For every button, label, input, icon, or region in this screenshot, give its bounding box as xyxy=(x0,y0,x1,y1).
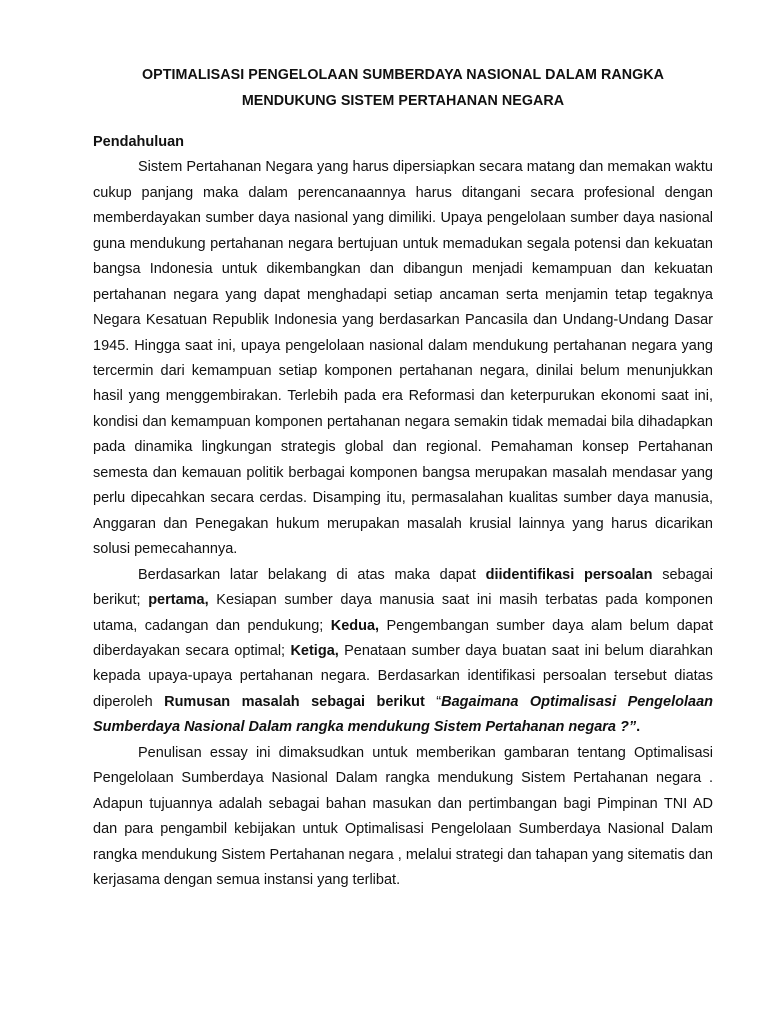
paragraph-1: Sistem Pertahanan Negara yang harus dipersiapkan secara matang dan memakan waktu cukup panjang maka dalam perencanaannya harus ditangani secara profesional dengan memberdayakan sumber daya nasional yang dimiliki. Upaya pengelolaan sumber daya nasional guna mendukung pertahanan negara bertujuan untuk memadukan segala potensi dan kekuatan bangsa Indonesia untuk dikembangkan dan dibangun menjadi kemampuan dan kekuatan pertahanan negara yang dapat menghadapi setiap ancaman serta menjamin tetap tegaknya Negara Kesatuan Republik Indonesia yang berdasarkan Pancasila dan Undang-Undang Dasar 1945. Hingga saat ini, upaya pengelolaan nasional dalam mendukung pertahanan negara yang tercermin dari kemampuan setiap komponen pertahanan negara, dinilai belum menunjukkan hasil yang menggembirakan. Terlebih pada era Reformasi dan keterpurukan ekonomi saat ini, kondisi dan kemampuan komponen pertahanan negara semakin tidak memadai bila dihadapkan pada dinamika lingkungan strategis global dan regional. Pemahaman konsep Pertahanan semesta dan kemauan politik berbagai komponen bangsa merupakan masalah mendasar yang perlu dipecahkan secara cerdas. Disamping itu, permasalahan kualitas sumber daya manusia, Anggaran dan Penegakan hukum merupakan masalah krusial lainnya yang harus dicarikan solusi pemecahannya. xyxy=(93,159,713,558)
p2-text-6: “ xyxy=(424,693,442,710)
p2-text-2: sebagai berikut; xyxy=(93,566,713,609)
title-line-1: OPTIMALISASI PENGELOLAAN SUMBERDAYA NASIONAL DALAM RANGKA xyxy=(141,67,665,83)
title-line-2: MENDUKUNG SISTEM PERTAHANAN NEGARA xyxy=(241,93,565,109)
p2-bold-rumusan: Rumusan masalah sebagai berikut xyxy=(164,693,425,710)
p2-question-italic: Bagaimana Optimalisasi Pengelolaan Sumberdaya Nasional Dalam rangka mendukung Sistem Pertahanan negara ?” xyxy=(93,693,713,736)
p2-bold-period: . xyxy=(636,719,641,736)
document-title xyxy=(93,62,713,114)
p2-text-3: Kesiapan sumber daya manusia saat ini masih terbatas pada komponen utama, cadangan dan pendukung; xyxy=(93,592,713,634)
document-page xyxy=(93,62,713,894)
p2-bold-pertama: pertama, xyxy=(148,592,209,609)
p2-text-4: Pengembangan sumber daya alam belum dapat diberdayakan secara optimal; xyxy=(93,617,713,660)
p2-bold-ketiga: Ketiga, xyxy=(290,643,339,660)
p2-text-1: Berdasarkan latar belakang di atas maka dapat xyxy=(138,566,486,583)
paragraph-3: Penulisan essay ini dimaksudkan untuk memberikan gambaran tentang Optimalisasi Pengelolaan Sumberdaya Nasional Dalam rangka mendukung Sistem Pertahanan negara . Adapun tujuannya adalah sebagai bahan masukan dan pertimbangan bagi Pimpinan TNI AD dan para pengambil kebijakan untuk Optimalisasi Pengelolaan Sumberdaya Nasional Dalam rangka mendukung Sistem Pertahanan negara , melalui strategi dan tahapan yang sitematis dan kerjasama dengan semua instansi yang terlibat. xyxy=(93,744,713,889)
p2-bold-kedua: Kedua, xyxy=(330,617,380,634)
paragraph-2 xyxy=(93,563,713,741)
section-heading-pendahuluan: Pendahuluan xyxy=(93,134,185,150)
p2-text-5: Penataan sumber daya buatan saat ini belum diarahkan kepada upaya-upaya pertahanan negara. Berdasarkan identifikasi persoalan tersebut diatas diperoleh xyxy=(93,643,713,710)
p2-bold-identifikasi: diidentifikasi persoalan xyxy=(485,566,653,583)
